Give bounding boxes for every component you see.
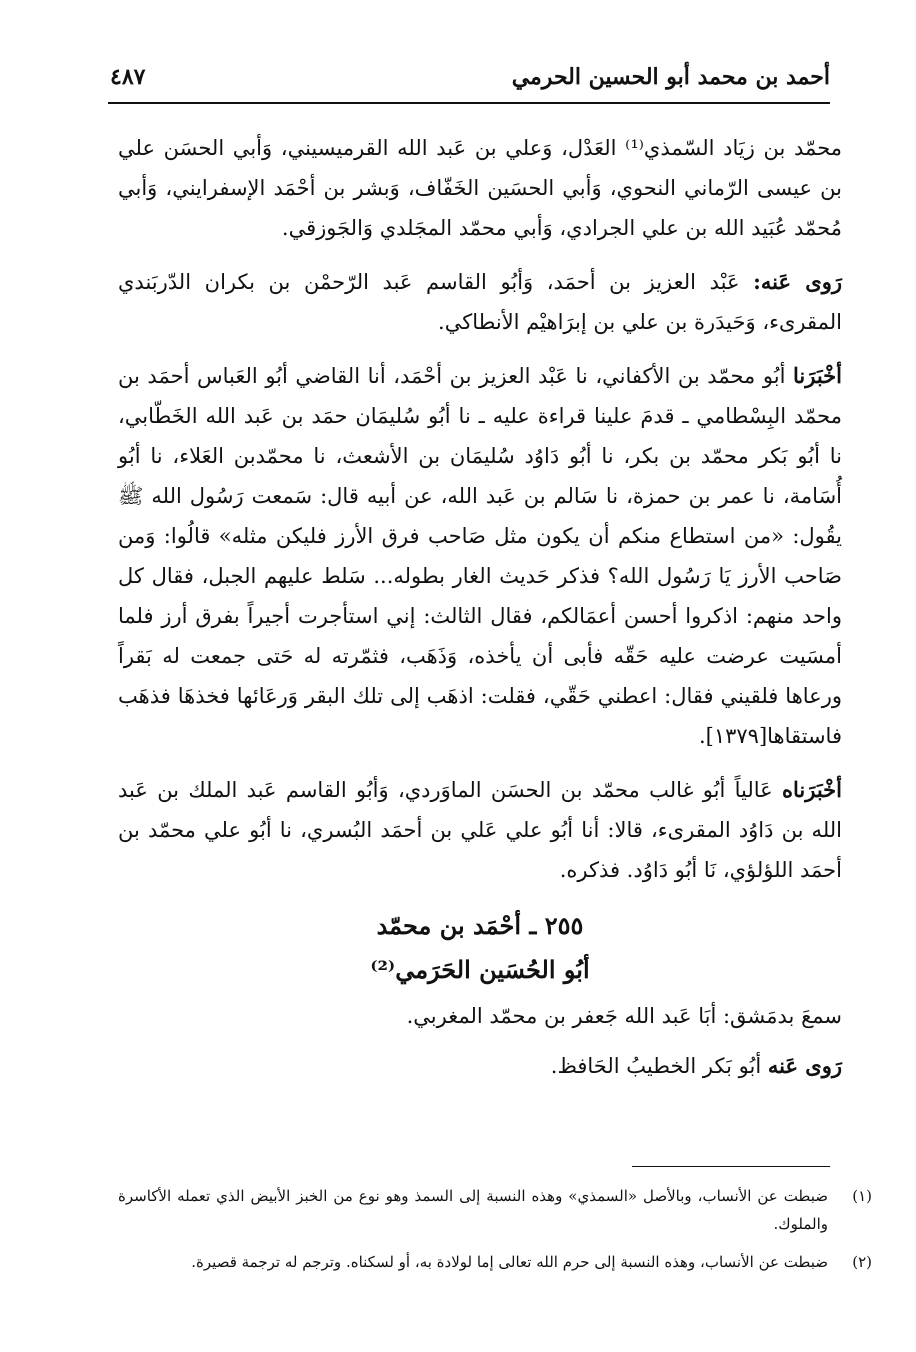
paragraph xyxy=(118,996,842,1036)
main-text xyxy=(118,128,842,1096)
footnote-text: ضبطت عن الأنساب، وهذه النسبة إلى حرم الله تعالى إما لولادة به، أو لسكناه. وترجم له ترجمة قصيرة. xyxy=(191,1253,828,1271)
paragraph xyxy=(118,1046,842,1086)
paragraph-lead: رَوى عَنه xyxy=(767,1053,842,1078)
paragraph xyxy=(118,262,842,342)
paragraph-text: سمعَ بدمَشق: أبَا عَبد الله جَعفر بن محمّد المغربي. xyxy=(406,1004,842,1028)
page-number: ٤٨٧ xyxy=(110,64,146,90)
footnote-number: (٢) xyxy=(852,1253,872,1271)
paragraph-text: محمّد بن زيَاد السّمذي⁽¹⁾ العَدْل، وَعلي بن عَبد الله القرميسيني، وَأبي الحسَن علي بن عيسى الرّماني النحوي، وَأبي الحسَين الخَفّاف، وَبشر بن أحْمَد الإسفرايني، وَأبي مُحمّد عُبَيد الله بن علي الجرادي، وَأبي محمّد المجَلدي وَالجَوزقي. xyxy=(118,136,842,240)
running-header xyxy=(108,64,830,108)
running-title: أحمد بن محمد أبو الحسين الحرمي xyxy=(511,64,830,90)
paragraph xyxy=(118,356,842,756)
paragraph-text: أبُو محمّد بن الأكفاني، نا عَبْد العزيز بن أحْمَد، أنا القاضي أبُو العَباس أحمَد بن محمّد البِسْطامي ـ قدمَ علينا قراءة عليه ـ نا أبُو سُليمَان حمَد بن عَبد الله الخَطّابي، نا أبُو بَكر محمّد بن بكر، نا أبُو دَاوُد سُليمَان بن الأشعث، نا محمّدبن العَلاء، نا أبُو أُسَامة، نا عمر بن حمزة، نا سَالم بن عَبد الله، عن أبيه قال: سَمعت رَسُول الله ﷺ يقُول: «من استطاع منكم أن يكون مثل صَاحب فرق الأرز فليكن مثله» قالُوا: وَمن صَاحب الأرز يَا رَسُول الله؟ فذكر حَديث الغار بطوله... سَلط عليهم الجبل، فقال كل واحد منهم: اذكروا أحسن أعمَالكم، فقال الثالث: إني استأجرت أجيراً بفرق أرز فلما أمسَيت عرضت عليه حَقّه فأبى أن يأخذه، وَذَهَب، فثمّرته له حَتى جمعت له بَقراً ورعاها فلقيني فقال: اعطني حَقّي، فقلت: اذهَب إلى تلك البقر وَرعَائها فخذهَا فذهَب فاستقاها[١٣٧٩]. xyxy=(118,364,842,748)
footnotes xyxy=(118,1182,872,1286)
footnote xyxy=(118,1182,872,1238)
footnote-number: (١) xyxy=(852,1187,872,1205)
entry-heading xyxy=(118,904,842,992)
paragraph-lead: أخْبَرَنا xyxy=(793,363,842,388)
paragraph-lead: أخْبَرَناه xyxy=(782,777,842,802)
footnote-rule xyxy=(632,1166,830,1167)
footnote xyxy=(118,1248,872,1276)
paragraph-text: أبُو بَكر الخطيبُ الحَافظ. xyxy=(550,1054,762,1078)
paragraph-text: عَبْد العزيز بن أحمَد، وَأبُو القاسم عَبد الرّحمْن بن بكران الدّربَندي المقرىء، وَحَيدَرة بن علي بن إبرَاهيْم الأنطاكي. xyxy=(118,270,842,334)
paragraph-lead: رَوى عَنه: xyxy=(753,269,842,294)
header-rule xyxy=(108,102,830,104)
footnote-text: ضبطت عن الأنساب، وبالأصل «السمذي» وهذه النسبة إلى السمذ وهو نوع من الخبز الأبيض الذي تعمله الأكاسرة والملوك. xyxy=(118,1187,828,1233)
paragraph-text: عَالياً أبُو غالب محمّد بن الحسَن الماوَردي، وَأبُو القاسم عَبد الملك بن عَبد الله بن دَاوُد المقرىء، قالا: أنا أبُو علي عَلي بن أحمَد البُسري، نا أبُو علي محمّد بن أحمَد اللؤلؤي، نَا أبُو دَاوُد. فذكره. xyxy=(118,778,842,882)
entry-heading-line1: ٢٥٥ ـ أحْمَد بن محمّد xyxy=(376,911,584,940)
paragraph xyxy=(118,128,842,248)
paragraph xyxy=(118,770,842,890)
entry-heading-line2: أبُو الحُسَين الحَرَمي⁽²⁾ xyxy=(370,955,590,984)
